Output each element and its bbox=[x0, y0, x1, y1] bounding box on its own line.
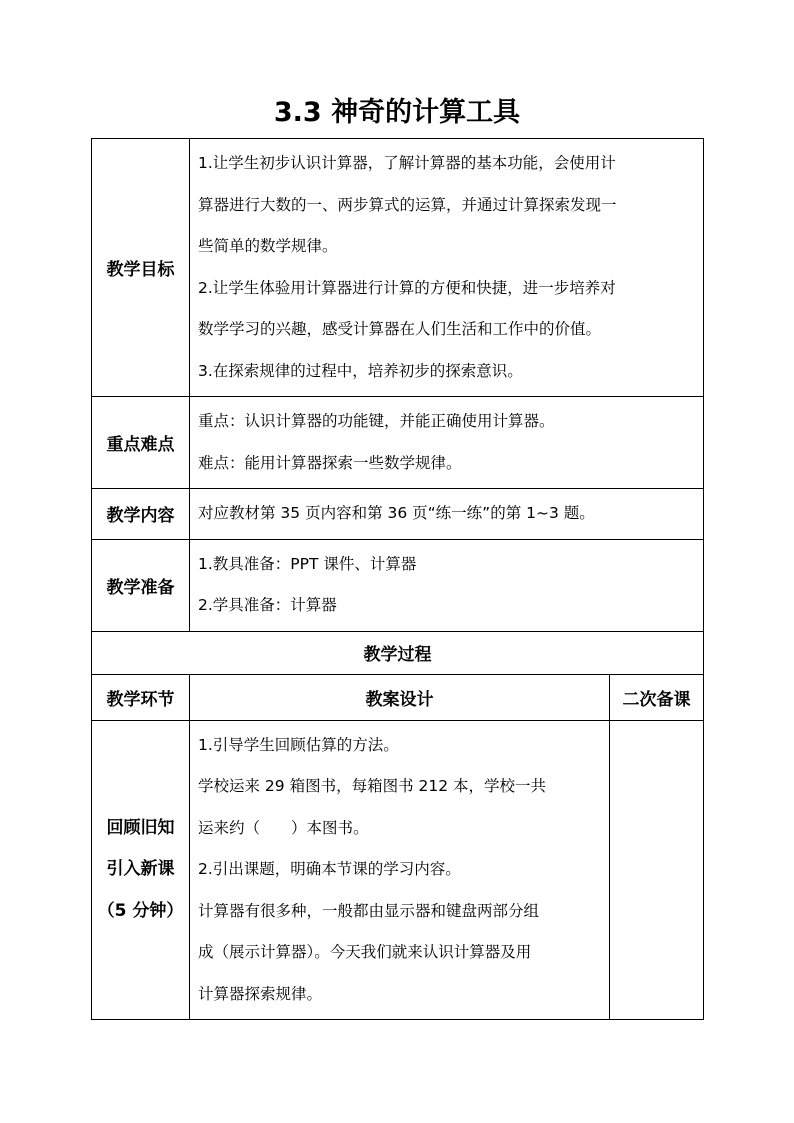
preparation-row bbox=[92, 539, 704, 631]
keypoints-label: 重点难点 bbox=[92, 397, 190, 489]
stage1-line: 1.引导学生回顾估算的方法。 bbox=[198, 735, 399, 754]
stage1-line: 2.引出课题，明确本节课的学习内容。 bbox=[198, 860, 461, 878]
objectives-line: 些简单的数学规律。 bbox=[198, 237, 338, 255]
stage1-line: 运来约（ ）本图书。 bbox=[198, 818, 369, 837]
objectives-line: 数学学习的兴趣，感受计算器在人们生活和工作中的价值。 bbox=[198, 320, 602, 338]
keypoints-content bbox=[190, 397, 704, 489]
preparation-content bbox=[190, 539, 704, 631]
preparation-line: 2.学具准备：计算器 bbox=[198, 596, 337, 614]
column-header-notes: 二次备课 bbox=[610, 674, 704, 720]
objectives-label: 教学目标 bbox=[92, 139, 190, 397]
objectives-line: 2.让学生体验用计算器进行计算的方便和快捷，进一步培养对 bbox=[198, 278, 616, 297]
stage1-line: 计算器探索规律。 bbox=[198, 984, 323, 1003]
stage1-label-line: （5 分钟） bbox=[97, 900, 184, 921]
stage1-label-line: 引入新课 bbox=[106, 859, 175, 879]
content-line: 对应教材第 35 页内容和第 36 页“练一练”的第 1~3 题。 bbox=[198, 504, 595, 522]
objectives-line: 3.在探索规律的过程中，培养初步的探索意识。 bbox=[198, 361, 523, 380]
column-header-row bbox=[92, 674, 704, 720]
stage1-label bbox=[92, 720, 190, 1020]
column-header-design: 教案设计 bbox=[190, 674, 610, 720]
stage1-line: 学校运来 29 箱图书，每箱图书 212 本，学校一共 bbox=[198, 777, 547, 795]
stage1-label-line: 回顾旧知 bbox=[106, 817, 175, 838]
objectives-row bbox=[92, 139, 704, 397]
keypoints-row bbox=[92, 397, 704, 489]
content-row bbox=[92, 489, 704, 540]
objectives-content bbox=[190, 139, 704, 397]
objectives-line: 1.让学生初步认识计算器，了解计算器的基本功能，会使用计 bbox=[198, 154, 616, 172]
stage1-content bbox=[190, 720, 610, 1020]
page-title: 3.3 神奇的计算工具 bbox=[273, 97, 521, 128]
column-header-stage: 教学环节 bbox=[92, 674, 190, 720]
preparation-line: 1.教具准备：PPT 课件、计算器 bbox=[198, 554, 417, 573]
content-content bbox=[190, 489, 704, 540]
process-header-row bbox=[92, 631, 704, 674]
content-label: 教学内容 bbox=[92, 489, 190, 540]
objectives-line: 算器进行大数的一、两步算式的运算，并通过计算探索发现一 bbox=[198, 195, 617, 214]
stage1-line: 成（展示计算器）。今天我们就来认识计算器及用 bbox=[198, 943, 532, 961]
process-header: 教学过程 bbox=[92, 631, 704, 674]
lesson-plan-table bbox=[91, 138, 704, 1020]
stage1-line: 计算器有很多种，一般都由显示器和键盘两部分组 bbox=[198, 901, 540, 920]
preparation-label: 教学准备 bbox=[92, 539, 190, 631]
keypoints-line: 重点：认识计算器的功能键，并能正确使用计算器。 bbox=[198, 412, 555, 430]
keypoints-line: 难点：能用计算器探索一些数学规律。 bbox=[198, 453, 462, 472]
stage1-row bbox=[92, 720, 704, 1020]
stage1-notes bbox=[610, 720, 704, 1020]
